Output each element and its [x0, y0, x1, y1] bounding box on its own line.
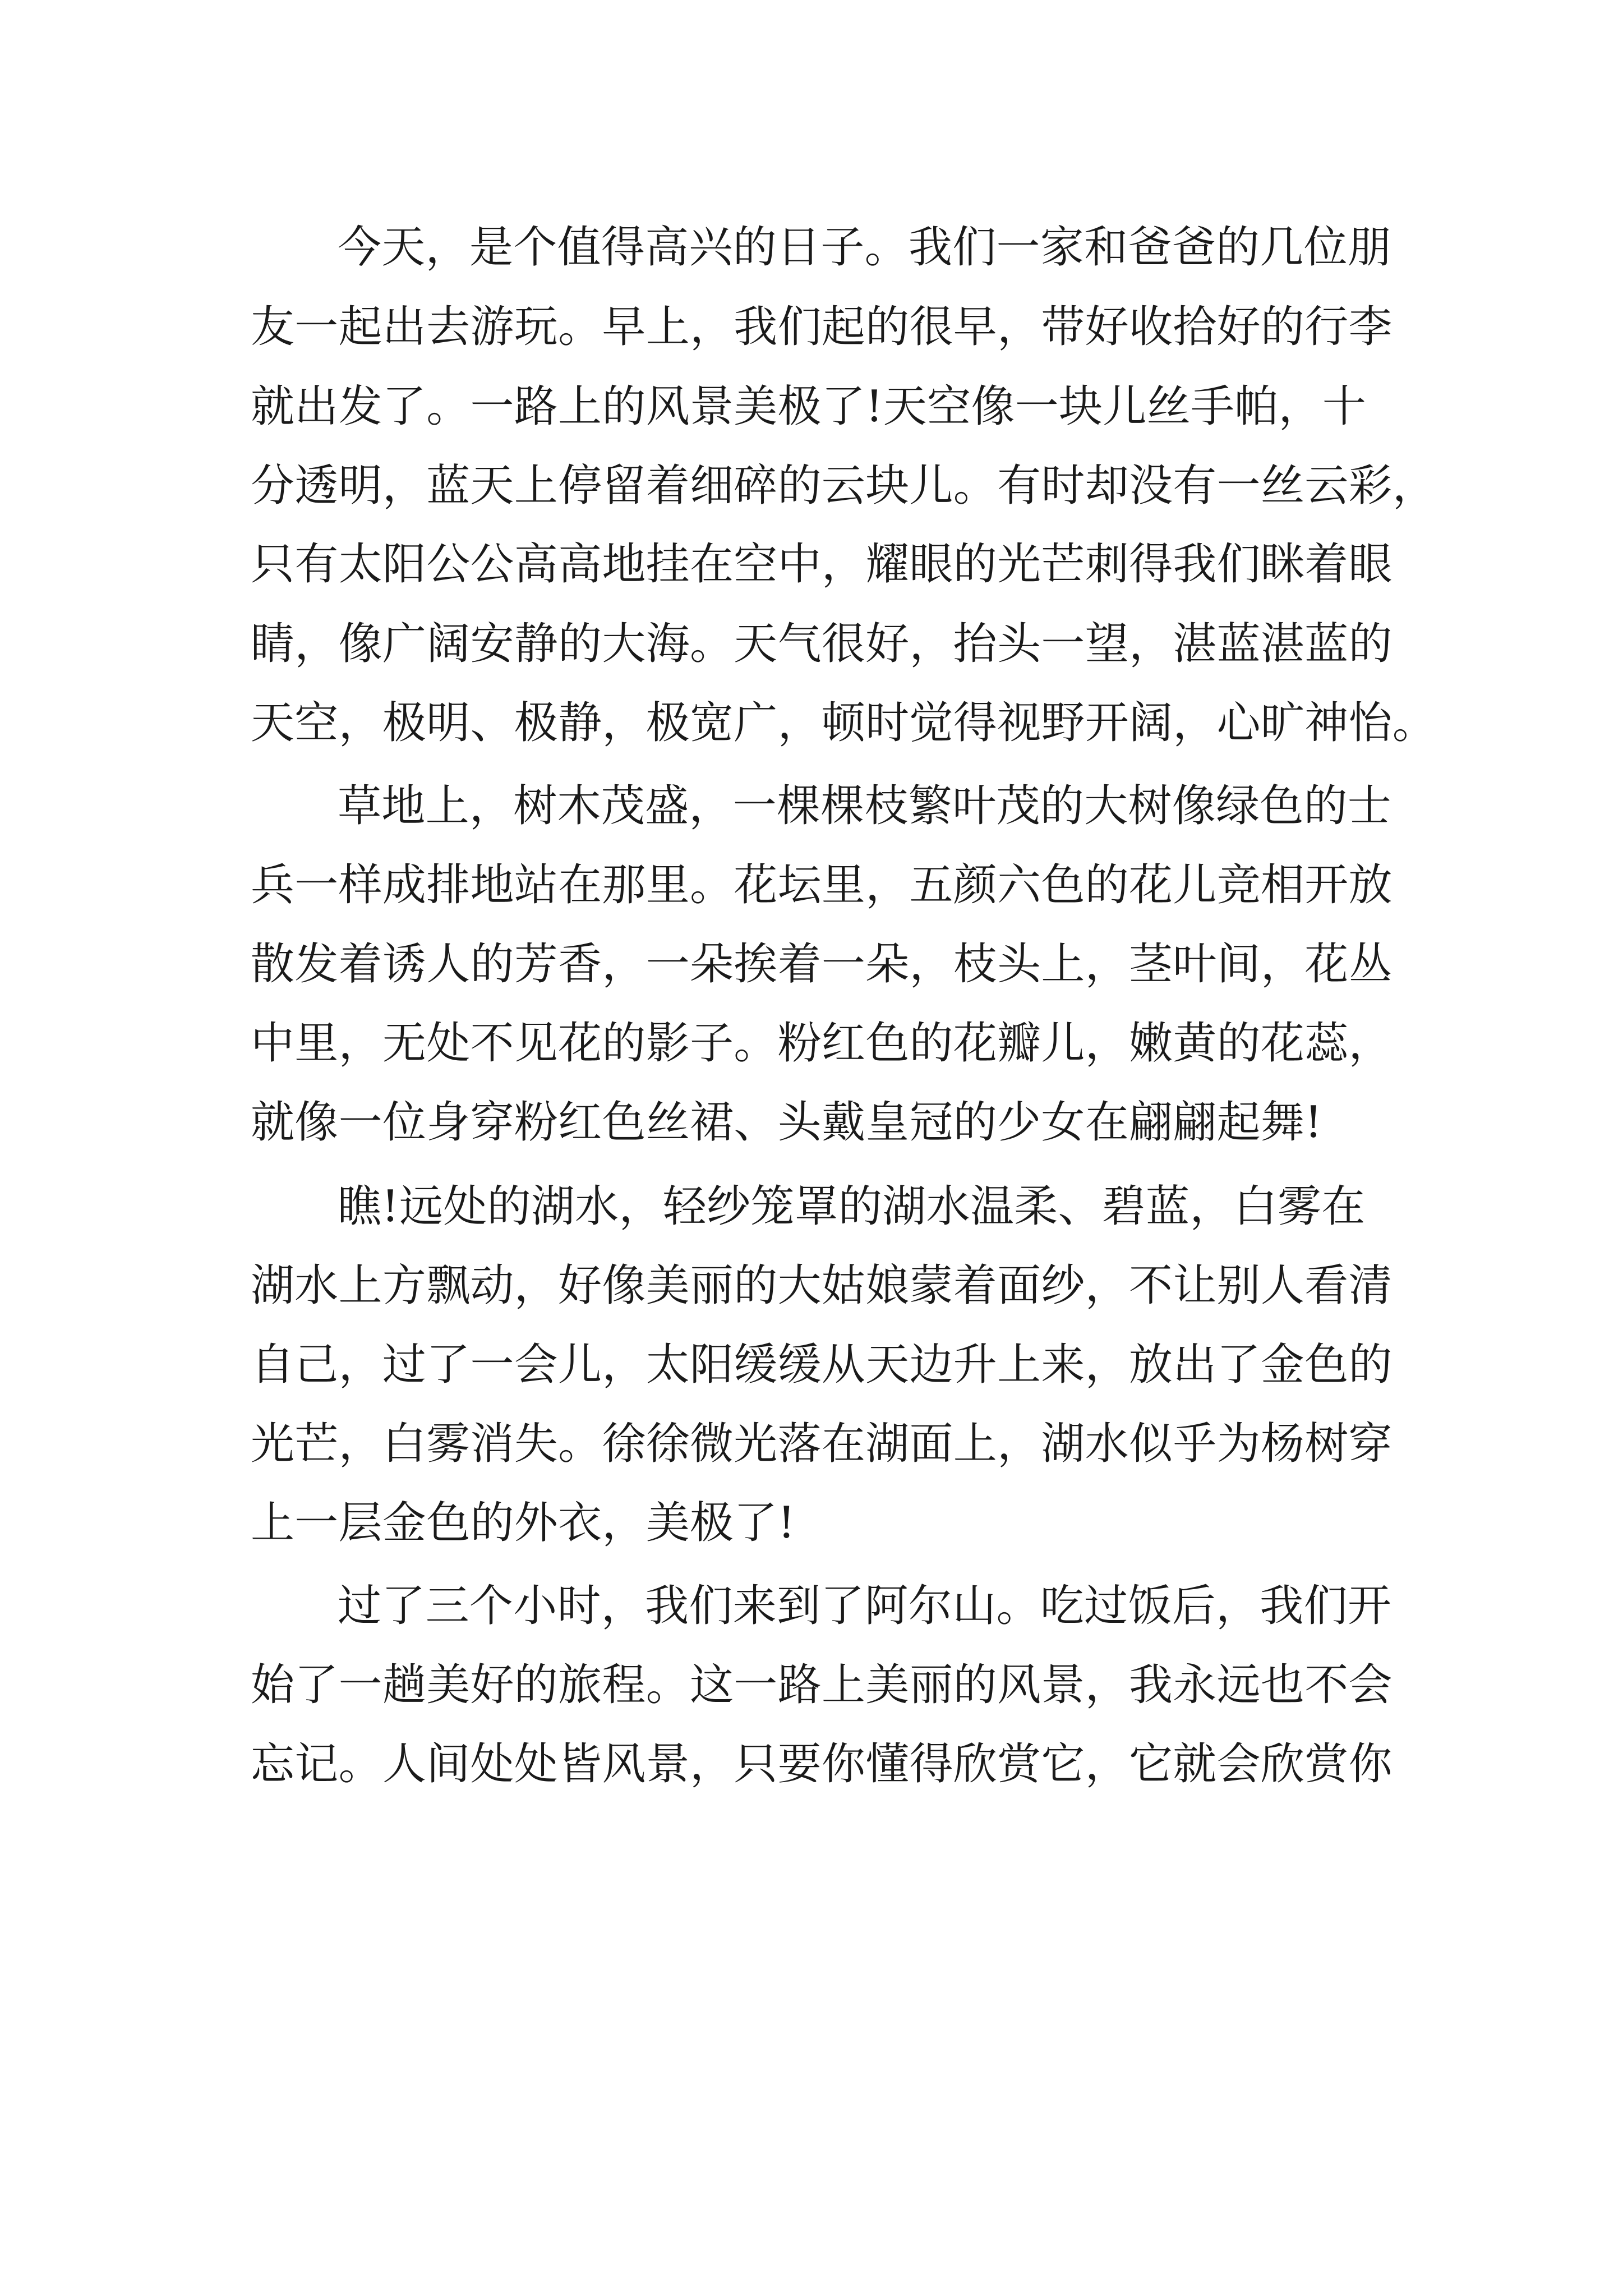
- text-line: 过了三个小时，我们来到了阿尔山。吃过饭后，我们开: [338, 1581, 1392, 1631]
- text-line: 今天，是个值得高兴的日子。我们一家和爸爸的几位朋: [338, 222, 1392, 273]
- text-line: 睛，像广阔安静的大海。天气很好，抬头一望，湛蓝湛蓝的: [251, 619, 1393, 669]
- text-line: 就像一位身穿粉红色丝裙、头戴皇冠的少女在翩翩起舞!: [251, 1097, 1322, 1148]
- text-line: 光芒，白雾消失。徐徐微光落在湖面上，湖水似乎为杨树穿: [251, 1419, 1393, 1469]
- text-line: 瞧!远处的湖水，轻纱笼罩的湖水温柔、碧蓝，白雾在: [338, 1181, 1366, 1232]
- text-line: 散发着诱人的芳香，一朵挨着一朵，枝头上，茎叶间，花丛: [251, 939, 1393, 990]
- text-line: 忘记。人间处处皆风景，只要你懂得欣赏它，它就会欣赏你: [251, 1739, 1393, 1789]
- text-line: 天空，极明、极静，极宽广，顿时觉得视野开阔，心旷神怡。: [251, 698, 1437, 748]
- text-line: 分透明，蓝天上停留着细碎的云块儿。有时却没有一丝云彩，: [251, 461, 1437, 511]
- text-line: 友一起出去游玩。早上，我们起的很早，带好收拾好的行李: [251, 302, 1393, 352]
- text-line: 就出发了。一路上的风景美极了!天空像一块儿丝手帕，十: [251, 381, 1367, 432]
- text-line: 中里，无处不见花的影子。粉红色的花瓣儿，嫩黄的花蕊，: [251, 1018, 1393, 1069]
- text-line: 草地上，树木茂盛，一棵棵枝繁叶茂的大树像绿色的士: [338, 781, 1392, 831]
- text-line: 上一层金色的外衣，美极了!: [251, 1498, 796, 1548]
- text-line: 自己，过了一会儿，太阳缓缓从天边升上来，放出了金色的: [251, 1340, 1393, 1390]
- text-line: 只有太阳公公高高地挂在空中，耀眼的光芒刺得我们眯着眼: [251, 539, 1393, 590]
- text-line: 始了一趟美好的旅程。这一路上美丽的风景，我永远也不会: [251, 1660, 1393, 1710]
- text-line: 兵一样成排地站在那里。花坛里，五颜六色的花儿竞相开放: [251, 860, 1393, 910]
- text-line: 湖水上方飘动，好像美丽的大姑娘蒙着面纱，不让别人看清: [251, 1260, 1393, 1311]
